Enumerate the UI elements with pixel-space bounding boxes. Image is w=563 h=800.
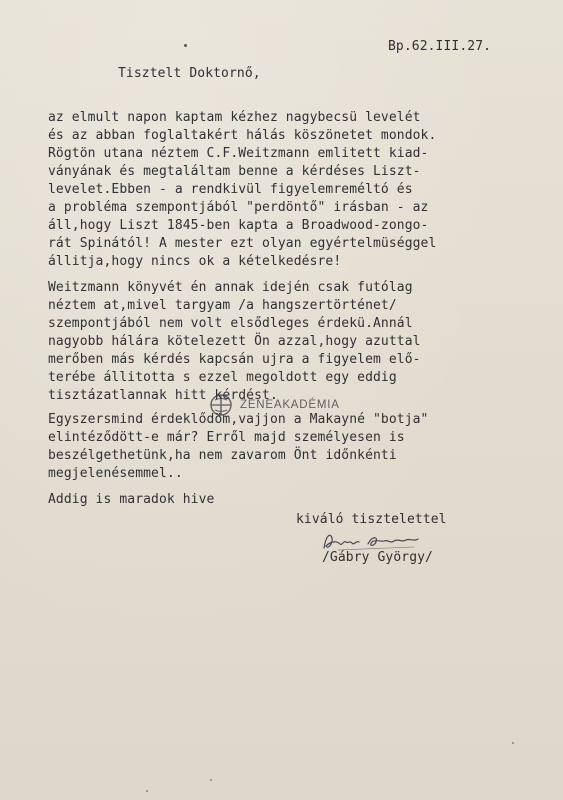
paragraph-line: ványának és megtaláltam benne a kérdéses Liszt- xyxy=(48,164,421,179)
paragraph-line: levelet.Ebben - a rendkivül figyelemreméltó és xyxy=(48,182,413,197)
paragraph-line: áll,hogy Liszt 1845-ben kapta a Broadwood-zongo- xyxy=(48,218,429,233)
letter-date: Bp.62.III.27. xyxy=(388,39,492,54)
paper-speck xyxy=(512,742,514,744)
closing-line: Addig is maradok hive xyxy=(48,492,215,507)
salutation: Tisztelt Doktornő, xyxy=(118,66,261,81)
paragraph-line: az elmult napon kaptam kézhez nagybecsü levelét xyxy=(48,110,421,125)
paragraph-line: a probléma szempontjából "perdöntő" irásban - az xyxy=(48,200,429,215)
paragraph-line: szempontjából nem volt elsődleges érdekü.Annál xyxy=(48,316,413,331)
paragraph-line: rát Spinától! A mester ezt olyan egyértelmüséggel xyxy=(48,236,437,251)
paragraph-line: Weitzmann könyvét én annak idején csak futólag xyxy=(48,280,413,295)
paragraph-line: terébe állitotta s ezzel megoldott egy eddig xyxy=(48,370,397,385)
paragraph-line: nagyobb hálára kötelezett Ön azzal,hogy azuttal xyxy=(48,334,421,349)
typed-signature-name: /Gábry György/ xyxy=(322,550,433,565)
paragraph-line: Egyszersmind érdeklődöm,vajjon a Makayné "botja" xyxy=(48,412,429,427)
regards-line: kiváló tisztelettel xyxy=(296,512,447,527)
paragraph-line: Rögtön utana néztem C.F.Weitzmann emlitett kiad- xyxy=(48,146,429,161)
paragraph-line: megjelenésemmel.. xyxy=(48,466,183,481)
stamp-text: ZENEAKADÉMIA xyxy=(240,399,340,411)
paragraph-line: állitja,hogy nincs ok a kételkedésre! xyxy=(48,254,342,269)
paragraph-line: tisztázatlannak hitt kérdést. xyxy=(48,388,278,403)
paragraph-line: beszélgethetünk,ha nem zavarom Önt időnkénti xyxy=(48,448,397,463)
paragraph-line: és az abban foglaltakért hálás köszönetet mondok. xyxy=(48,128,437,143)
paper-speck xyxy=(210,779,212,781)
paragraph-line: elintéződött-e már? Erről majd személyesen is xyxy=(48,430,405,445)
paragraph-line: néztem at,mivel targyam /a hangszertörténet/ xyxy=(48,298,397,313)
paper-speck xyxy=(146,790,148,792)
ink-dot xyxy=(184,44,187,47)
paragraph-line: merőben más kérdés kapcsán ujra a figyelem elő- xyxy=(48,352,421,367)
